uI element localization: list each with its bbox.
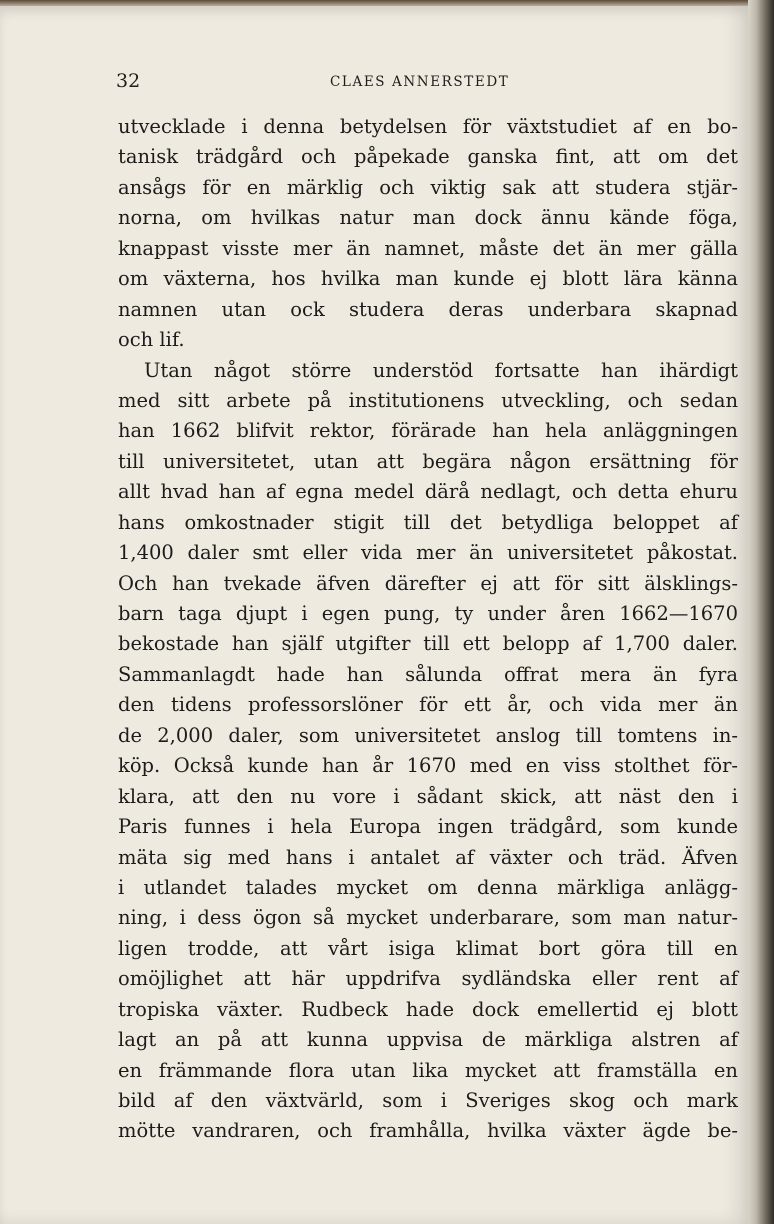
text-line: tanisk trädgård och påpekade ganska fint, att om det [118, 145, 738, 169]
text-line: med sitt arbete på institutionens utveckling, och sedan [118, 388, 738, 412]
text-line: mäta sig med hans i antalet af växter och träd. Äfven [118, 845, 738, 869]
text-line: mötte vandraren, och framhålla, hvilka växter ägde be- [118, 1119, 738, 1143]
text-line: ansågs för en märklig och viktig sak att studera stjär- [118, 175, 738, 199]
text-line: till universitetet, utan att begära någon ersättning för [118, 449, 738, 473]
text-line: klara, att den nu vore i sådant skick, att näst den i [118, 784, 738, 808]
text-line: Paris funnes i hela Europa ingen trädgård, som kunde [118, 815, 738, 839]
text-line: allt hvad han af egna medel därå nedlagt, och detta ehuru [118, 480, 738, 504]
paragraph-end-line: och lif. [118, 328, 185, 352]
text-line: 1,400 daler smt eller vida mer än universitetet påkostat. [118, 541, 738, 565]
text-line: om växterna, hos hvilka man kunde ej blott lära känna [118, 267, 738, 291]
text-line: lagt an på att kunna uppvisa de märkliga alstren af [118, 1028, 738, 1052]
text-line: knappast visste mer än namnet, måste det än mer gälla [118, 236, 738, 260]
paragraph-start-line: Utan något större understöd fortsatte han ihärdigt [144, 358, 738, 382]
text-line: namnen utan ock studera deras underbara skapnad [118, 297, 738, 321]
text-line: ning, i dess ögon så mycket underbarare, som man natur- [118, 906, 738, 930]
text-line: barn taga djupt i egen pung, ty under åren 1662—1670 [118, 602, 738, 625]
text-line: de 2,000 daler, som universitetet anslog till tomtens in- [118, 723, 738, 747]
text-line: en främmande flora utan lika mycket att framställa en [118, 1058, 738, 1082]
text-line: utvecklade i denna betydelsen för växtstudiet af en bo- [118, 115, 738, 138]
text-line: den tidens professorslöner för ett år, och vida mer än [118, 693, 738, 717]
running-head: CLAES ANNERSTEDT [330, 74, 510, 90]
body-text [118, 112, 738, 1147]
text-line: han 1662 blifvit rektor, förärade han hela anläggningen [118, 419, 738, 443]
text-line: köp. Också kunde han år 1670 med en viss stolthet för- [118, 754, 738, 778]
text-line: norna, om hvilkas natur man dock ännu kände föga, [118, 206, 738, 230]
text-line: ligen trodde, att vårt isiga klimat bort göra till en [118, 936, 738, 960]
text-line: Sammanlagdt hade han sålunda offrat mera än fyra [118, 662, 738, 686]
text-line: Och han tvekade äfven därefter ej att för sitt älsklings- [118, 571, 738, 595]
page-header [116, 70, 736, 96]
text-line: omöjlighet att här uppdrifva sydländska eller rent af [118, 967, 738, 991]
text-line: hans omkostnader stigit till det betydliga beloppet af [118, 510, 738, 534]
page-number: 32 [116, 70, 141, 92]
text-line: bekostade han själf utgifter till ett belopp af 1,700 daler. [118, 632, 738, 656]
book-gutter-edge [748, 0, 774, 1224]
text-line: bild af den växtvärld, som i Sveriges skog och mark [118, 1089, 738, 1112]
text-line: i utlandet talades mycket om denna märkliga anlägg- [118, 875, 738, 899]
text-line: tropiska växter. Rudbeck hade dock emellertid ej blott [118, 997, 738, 1021]
